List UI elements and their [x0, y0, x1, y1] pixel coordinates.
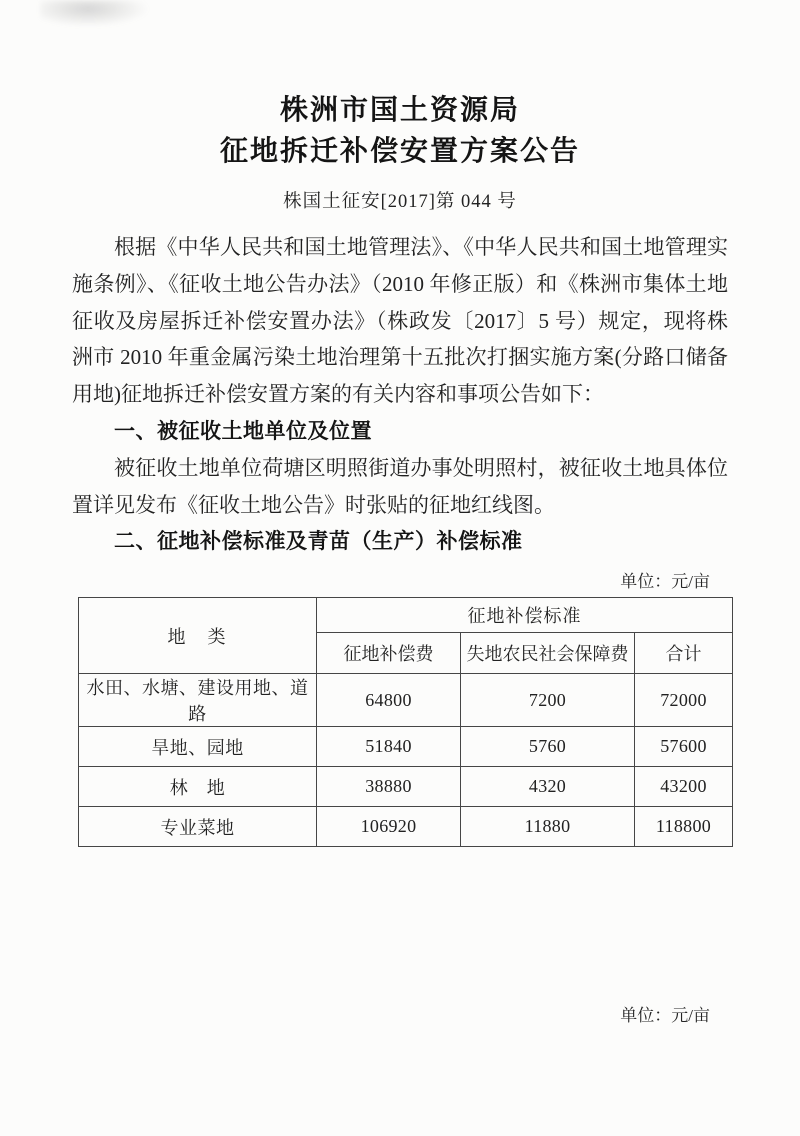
- col-header-social-security: 失地农民社会保障费: [461, 633, 635, 674]
- cell-social-security: 11880: [461, 807, 635, 847]
- col-header-compensation: 征地补偿费: [317, 633, 461, 674]
- document-title-line1: 株洲市国土资源局: [279, 95, 520, 126]
- document-title-line2: 征地拆迁补偿安置方案公告: [219, 136, 580, 167]
- cell-social-security: 5760: [461, 727, 635, 767]
- intro-paragraph: 根据《中华人民共和国土地管理法》、《中华人民共和国土地管理实施条例》、《征收土地公告办法》（2010 年修正版）和《株洲市集体土地征收及房屋拆迁补偿安置办法》（株政发〔2017〕5 号）规定，现将株洲市 2010 年重金属污染土地治理第十五批次打捆实施方案(分路口储备用地)征地拆迁补偿安置方案的有关内容和事项公告如下：: [72, 235, 728, 407]
- table-row: [79, 727, 733, 767]
- table-row: [79, 807, 733, 847]
- cell-compensation: 51840: [317, 727, 461, 767]
- cell-total: 118800: [635, 807, 733, 847]
- table-header-row-1: [79, 598, 733, 633]
- table-row: [79, 767, 733, 807]
- cell-compensation: 106920: [317, 807, 461, 847]
- cell-land-type: 旱地、园地: [79, 727, 317, 767]
- cell-land-type: 林 地: [79, 767, 317, 807]
- cell-compensation: 38880: [317, 767, 461, 807]
- table-row: [79, 674, 733, 727]
- col-group-header: 征地补偿标准: [317, 598, 733, 633]
- col-header-land-type: 地 类: [79, 598, 317, 674]
- unit-label-bottom: 单位：元/亩: [620, 1006, 710, 1025]
- col-header-total: 合计: [635, 633, 733, 674]
- compensation-table: [78, 597, 733, 847]
- cell-social-security: 4320: [461, 767, 635, 807]
- document-body: [72, 229, 728, 560]
- cell-social-security: 7200: [461, 674, 635, 727]
- section-2-heading: 二、征地补偿标准及青苗（生产）补偿标准: [114, 529, 523, 554]
- cell-compensation: 64800: [317, 674, 461, 727]
- cell-land-type: 专业菜地: [79, 807, 317, 847]
- cell-total: 43200: [635, 767, 733, 807]
- cell-total: 72000: [635, 674, 733, 727]
- cell-land-type: 水田、水塘、建设用地、道路: [79, 674, 317, 727]
- document-number: 株国土征安[2017]第 044 号: [283, 192, 517, 212]
- section-1-heading: 一、被征收土地单位及位置: [114, 418, 372, 443]
- unit-label-top: 单位：元/亩: [620, 572, 710, 592]
- section-1-paragraph: 被征收土地单位荷塘区明照街道办事处明照村，被征收土地具体位置详见发布《征收土地公告》时张贴的征地红线图。: [72, 455, 728, 517]
- cell-total: 57600: [635, 727, 733, 767]
